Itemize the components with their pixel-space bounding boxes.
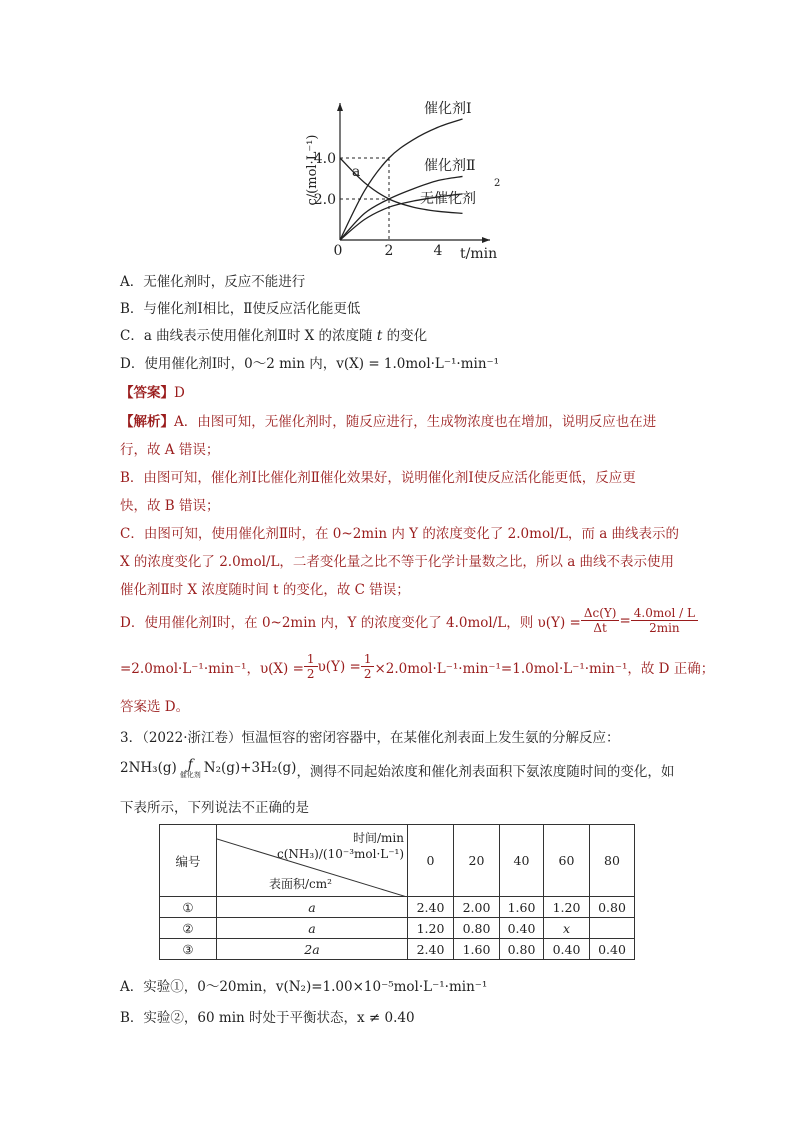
time-col: 40 <box>500 825 544 897</box>
analysis-b-line2: 快，故 B 错误； <box>120 498 220 514</box>
x-axis-arrow <box>482 237 490 243</box>
time-col: 0 <box>408 825 454 897</box>
x-axis-label: t/min <box>460 246 498 262</box>
x-tick-label: 0 <box>333 243 343 259</box>
fraction-dc-dt: $\frac{\Delta c(Y)}{\Delta t}$ <box>581 606 620 635</box>
time-col: 80 <box>590 825 635 897</box>
y-tick-label: 2.0 <box>313 192 336 208</box>
option-a: A．无催化剂时，反应不能进行 <box>120 274 306 290</box>
answer-line: 【答案】D <box>120 385 185 401</box>
time-col: 20 <box>454 825 500 897</box>
table-row: ① a 2.40 2.00 1.60 1.20 0.80 <box>160 897 635 918</box>
q3-stem-line3: 下表所示，下列说法不正确的是 <box>120 800 309 816</box>
y-axis-arrow <box>337 103 343 111</box>
option-b: B．与催化剂Ⅰ相比，Ⅱ使反应活化能更低 <box>120 301 361 317</box>
option-c: C．a 曲线表示使用催化剂Ⅱ时 X 的浓度随 t 的变化 <box>120 328 428 344</box>
stray-mark: 2 <box>494 178 501 189</box>
table-header-no: 编号 <box>160 825 217 897</box>
table-header-diagonal: c(NH₃)/(10⁻³mol·L⁻¹) 时间/min 表面积/cm² <box>217 825 408 897</box>
table-row: ② a 1.20 0.80 0.40 x <box>160 918 635 939</box>
fraction-half-1: $\frac{1}{2}$ <box>304 652 318 681</box>
q3-stem-line2: 2NH₃(g) ƒ 催化剂 N₂(g)+3H₂(g) ，测得不同起始浓度和催化剂表面积下氨浓度随时间的变化，如 <box>120 757 675 780</box>
series-label-no-catalyst: 无催化剂 <box>420 191 476 207</box>
analysis-b-line1: B．由图可知，催化剂Ⅰ比催化剂Ⅱ催化效果好，说明催化剂Ⅰ使反应活化能更低，反应更 <box>120 470 636 486</box>
fraction-4-over-2: $\frac{\text{4.0mol / L}}{2\min}$ <box>631 606 698 635</box>
time-col: 60 <box>544 825 590 897</box>
series-label-catalyst-1: 催化剂Ⅰ <box>424 101 472 117</box>
q3-stem-line1: 3．（2022·浙江卷）恒温恒容的密闭容器中，在某催化剂表面上发生氨的分解反应： <box>120 730 620 746</box>
analysis-a-line2: 行，故 A 错误； <box>120 442 220 458</box>
conclusion: 答案选 D。 <box>120 699 190 715</box>
analysis-c-line1: C．由图可知，使用催化剂Ⅱ时，在 0~2min 内 Y 的浓度变化了 2.0mol/L，而 a 曲线表示的 <box>120 526 680 542</box>
analysis-c-line2: X 的浓度变化了 2.0mol/L，二者变化量之比不等于化学计量数之比，所以 a 曲线不表示使用 <box>120 554 675 570</box>
x-tick-label: 2 <box>384 243 394 259</box>
q3-option-b: B．实验②，60 min 时处于平衡状态，x ≠ 0.40 <box>120 1010 415 1026</box>
concentration-chart <box>0 0 794 270</box>
series-line-1 <box>340 176 463 240</box>
curve-a-label: a <box>352 164 361 180</box>
table-row: ③ 2a 2.40 1.60 0.80 0.40 0.40 <box>160 939 635 960</box>
fraction-half-2: $\frac{1}{2}$ <box>361 652 375 681</box>
analysis-a-line1: 【解析】A．由图可知，无催化剂时，随反应进行，生成物浓度也在增加，说明反应也在进 <box>120 414 657 430</box>
analysis-d-line1: D．使用催化剂Ⅰ时，在 0~2min 内，Y 的浓度变化了 4.0mol/L，则 υ(Y) = $\frac{\Delta c(Y)}{\Delta t}$ = $\frac{\text{4.0mol / L}}{2\min}$ <box>120 606 698 635</box>
analysis-d-line2: =2.0mol·L⁻¹·min⁻¹，υ(X) = $\frac{1}{2}$ υ(Y) = $\frac{1}{2}$ ×2.0mol·L⁻¹·min⁻¹=1.0mol·L⁻¹·min⁻¹，故 D 正确； <box>120 652 715 681</box>
y-axis-label: c/(mol·L⁻¹) <box>305 134 320 206</box>
ammonia-table <box>159 824 635 960</box>
option-d: D．使用催化剂Ⅰ时，0～2 min 内，v(X) = 1.0mol·L⁻¹·min⁻¹ <box>120 356 500 372</box>
analysis-c-line3: 催化剂Ⅱ时 X 浓度随时间 t 的变化，故 C 错误； <box>120 582 410 598</box>
series-label-catalyst-2: 催化剂Ⅱ <box>424 158 476 174</box>
x-tick-label: 4 <box>433 243 443 259</box>
q3-option-a: A．实验①，0～20min，v(N₂)=1.00×10⁻⁵mol·L⁻¹·min⁻¹ <box>120 979 488 995</box>
y-tick-label: 4.0 <box>313 151 336 167</box>
